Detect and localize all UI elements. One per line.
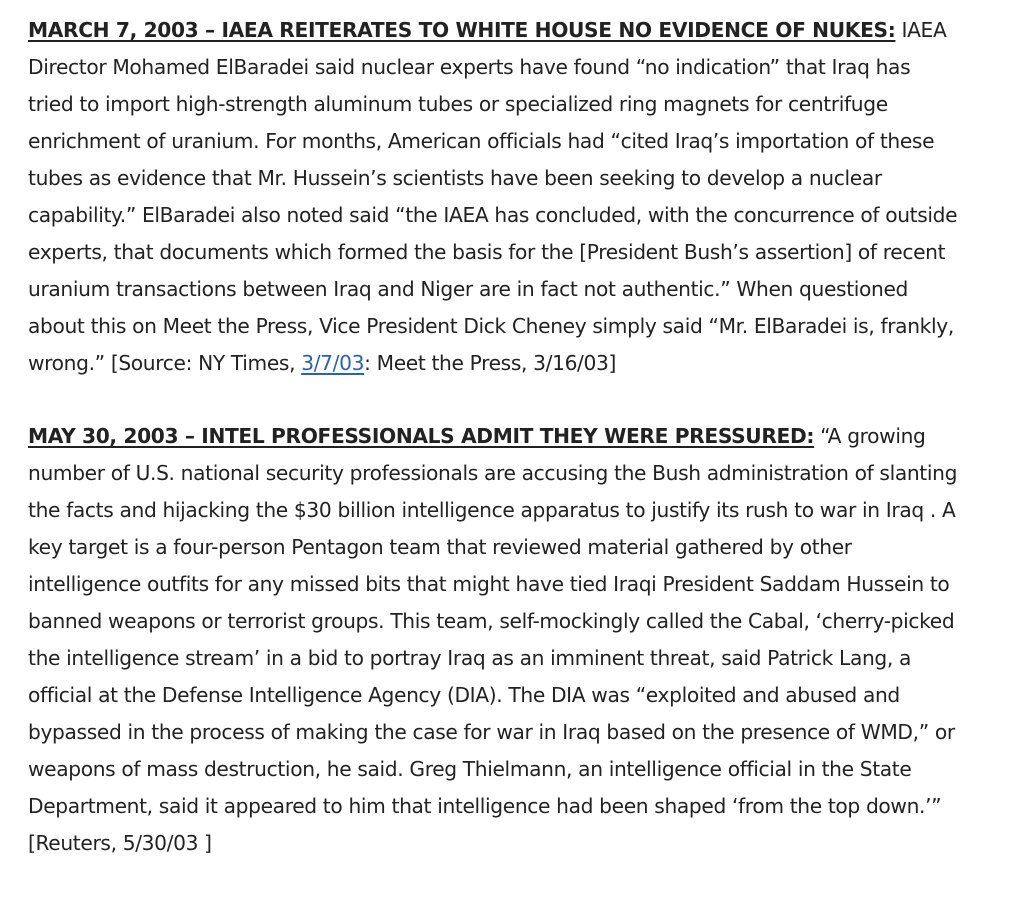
entry-headline: MARCH 7, 2003 – IAEA REITERATES TO WHITE HOUSE NO EVIDENCE OF NUKES:	[28, 18, 896, 42]
entry-march-7-2003	[28, 12, 960, 382]
entry-body-text: IAEA Director Mohamed ElBaradei said nuclear experts have found “no indication” that Iraq has tried to import high-strength aluminum tubes or specialized ring magnets for centrifuge enrichment of uranium. For months, American officials had “cited Iraq’s importation of these tubes as evidence that Mr. Hussein’s scientists have been seeking to develop a nuclear capability.” ElBaradei also noted said “the IAEA has concluded, with the concurrence of outside experts, that documents which formed the basis for the [President Bush’s assertion] of recent uranium transactions between Iraq and Niger are in fact not authentic.” When questioned about this on Meet the Press, Vice President Dick Cheney simply said “Mr. ElBaradei is, frankly, wrong.” [Source: NY Times,	[28, 18, 958, 375]
entry-may-30-2003	[28, 418, 960, 862]
source-link-3-7-03[interactable]: 3/7/03	[301, 351, 365, 375]
entry-headline: MAY 30, 2003 – INTEL PROFESSIONALS ADMIT THEY WERE PRESSURED:	[28, 424, 815, 448]
entry-body-text: “A growing number of U.S. national security professionals are accusing the Bush administration of slanting the facts and hijacking the $30 billion intelligence apparatus to justify its rush to war in Iraq . A key target is a four-person Pentagon team that reviewed material gathered by other intelligence outfits for any missed bits that might have tied Iraqi President Saddam Hussein to banned weapons or terrorist groups. This team, self-mockingly called the Cabal, ‘cherry-picked the intelligence stream’ in a bid to portray Iraq as an imminent threat, said Patrick Lang, a official at the Defense Intelligence Agency (DIA). The DIA was “exploited and abused and bypassed in the process of making the case for war in Iraq based on the presence of WMD,” or weapons of mass destruction, he said. Greg Thielmann, an intelligence official in the State Department, said it appeared to him that intelligence had been shaped ‘from the top down.’” [Reuters, 5/30/03 ]	[28, 424, 958, 855]
entry-body-text-tail: : Meet the Press, 3/16/03]	[364, 351, 617, 375]
article-body	[28, 12, 960, 862]
